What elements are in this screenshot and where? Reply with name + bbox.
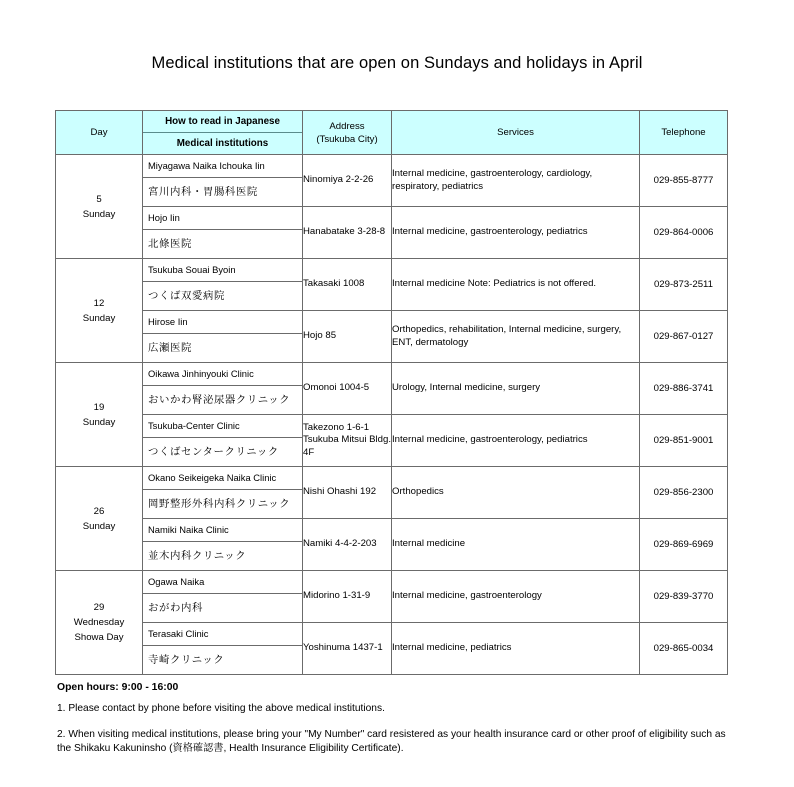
table-header bbox=[56, 111, 728, 155]
services-cell: Internal medicine, gastroenterology, cardiology, respiratory, pediatrics bbox=[392, 155, 640, 207]
telephone-cell: 029-856-2300 bbox=[640, 467, 728, 519]
institution-cell bbox=[143, 311, 303, 363]
day-name: Sunday bbox=[82, 312, 116, 324]
table-row bbox=[56, 467, 728, 519]
table-row bbox=[56, 623, 728, 675]
open-hours-text: Open hours: 9:00 - 16:00 bbox=[57, 682, 179, 693]
table-row bbox=[56, 259, 728, 311]
column-header-address-line2: (Tsukuba City) bbox=[316, 133, 378, 145]
note-1: 1. Please contact by phone before visiting the above medical institutions. bbox=[57, 703, 385, 714]
column-header-address-line1: Address bbox=[329, 120, 365, 132]
institution-name-japanese: おがわ内科 bbox=[148, 602, 203, 614]
column-header-institution bbox=[143, 111, 303, 155]
schedule-table-container bbox=[55, 110, 727, 675]
telephone-cell: 029-865-0034 bbox=[640, 623, 728, 675]
schedule-table bbox=[55, 110, 728, 675]
table-body bbox=[56, 155, 728, 675]
table-row bbox=[56, 571, 728, 623]
day-cell bbox=[56, 467, 143, 571]
day-cell bbox=[56, 363, 143, 467]
services-cell: Internal medicine bbox=[392, 519, 640, 571]
address-cell: Ninomiya 2-2-26 bbox=[303, 155, 392, 207]
table-row bbox=[56, 155, 728, 207]
telephone-cell: 029-886-3741 bbox=[640, 363, 728, 415]
services-cell: Internal medicine, gastroenterology bbox=[392, 571, 640, 623]
telephone-cell: 029-873-2511 bbox=[640, 259, 728, 311]
telephone-cell: 029-851-9001 bbox=[640, 415, 728, 467]
day-cell bbox=[56, 571, 143, 675]
services-cell: Internal medicine, gastroenterology, pediatrics bbox=[392, 207, 640, 259]
telephone-cell: 029-869-6969 bbox=[640, 519, 728, 571]
institution-name-romaji: Terasaki Clinic bbox=[143, 623, 302, 646]
day-cell bbox=[56, 155, 143, 259]
address-cell: Takasaki 1008 bbox=[303, 259, 392, 311]
institution-cell bbox=[143, 519, 303, 571]
institution-name-romaji: Okano Seikeigeka Naika Clinic bbox=[143, 467, 302, 490]
institution-name-romaji: Miyagawa Naika Ichouka Iin bbox=[143, 155, 302, 178]
institution-name-japanese: 広瀬医院 bbox=[148, 342, 192, 354]
table-row bbox=[56, 363, 728, 415]
table-row bbox=[56, 519, 728, 571]
institution-cell bbox=[143, 467, 303, 519]
institution-name-japanese: つくばセンタークリニック bbox=[148, 446, 279, 458]
institution-cell bbox=[143, 415, 303, 467]
note-2: 2. When visiting medical institutions, please bring your "My Number" card resistered as your health insurance card or other proof of eligibility such as the Shikaku Kakuninsho (資格確認書, Health Insurance Eligibility Certificate). bbox=[57, 728, 726, 754]
day-name: Wednesday bbox=[73, 617, 125, 628]
day-name: Sunday bbox=[82, 520, 116, 532]
institution-name-romaji: Oikawa Jinhinyouki Clinic bbox=[143, 363, 302, 386]
institution-name-romaji: Hojo Iin bbox=[143, 207, 302, 230]
institution-name-romaji: Namiki Naika Clinic bbox=[143, 519, 302, 542]
institution-name-japanese: 北條医院 bbox=[148, 238, 192, 250]
day-name: Sunday bbox=[82, 416, 116, 428]
address-cell: Midorino 1-31-9 bbox=[303, 571, 392, 623]
institution-cell bbox=[143, 571, 303, 623]
telephone-cell: 029-864-0006 bbox=[640, 207, 728, 259]
services-cell: Orthopedics bbox=[392, 467, 640, 519]
institution-name-japanese: 寺崎クリニック bbox=[148, 654, 225, 666]
footer-notes bbox=[57, 682, 737, 768]
address-cell: Namiki 4-4-2-203 bbox=[303, 519, 392, 571]
address-cell: Takezono 1-6-1 Tsukuba Mitsui Bldg. 4F bbox=[303, 415, 392, 467]
address-cell: Yoshinuma 1437-1 bbox=[303, 623, 392, 675]
institution-name-romaji: Tsukuba Souai Byoin bbox=[143, 259, 302, 282]
institution-name-japanese: おいかわ腎泌尿器クリニック bbox=[148, 394, 291, 406]
services-cell: Urology, Internal medicine, surgery bbox=[392, 363, 640, 415]
header-row bbox=[56, 111, 728, 155]
day-number: 5 bbox=[96, 193, 102, 205]
institution-cell bbox=[143, 155, 303, 207]
day-number: 19 bbox=[93, 401, 105, 413]
column-header-address bbox=[303, 111, 392, 155]
address-cell: Hanabatake 3-28-8 bbox=[303, 207, 392, 259]
day-number: 12 bbox=[93, 297, 105, 309]
institution-cell bbox=[143, 623, 303, 675]
institution-name-japanese: 岡野整形外科内科クリニック bbox=[148, 498, 291, 510]
institution-name-japanese: 宮川内科・胃腸科医院 bbox=[148, 186, 258, 198]
column-header-services: Services bbox=[392, 111, 640, 155]
institution-name-romaji: Tsukuba-Center Clinic bbox=[143, 415, 302, 438]
institution-name-japanese: 並木内科クリニック bbox=[148, 550, 247, 562]
address-cell: Hojo 85 bbox=[303, 311, 392, 363]
services-cell: Internal medicine Note: Pediatrics is not offered. bbox=[392, 259, 640, 311]
day-name: Sunday bbox=[82, 208, 116, 220]
institution-cell bbox=[143, 207, 303, 259]
institution-name-japanese: つくば双愛病院 bbox=[148, 290, 225, 302]
telephone-cell: 029-855-8777 bbox=[640, 155, 728, 207]
column-header-medical-institutions: Medical institutions bbox=[176, 138, 269, 149]
column-header-day: Day bbox=[56, 111, 143, 155]
services-cell: Internal medicine, pediatrics bbox=[392, 623, 640, 675]
column-header-telephone: Telephone bbox=[640, 111, 728, 155]
telephone-cell: 029-839-3770 bbox=[640, 571, 728, 623]
table-row bbox=[56, 207, 728, 259]
day-number: 29 bbox=[93, 602, 105, 613]
table-row bbox=[56, 415, 728, 467]
institution-cell bbox=[143, 363, 303, 415]
services-cell: Internal medicine, gastroenterology, pediatrics bbox=[392, 415, 640, 467]
services-cell: Orthopedics, rehabilitation, Internal medicine, surgery, ENT, dermatology bbox=[392, 311, 640, 363]
day-number: 26 bbox=[93, 505, 105, 517]
address-cell: Omonoi 1004-5 bbox=[303, 363, 392, 415]
day-cell bbox=[56, 259, 143, 363]
day-holiday-note: Showa Day bbox=[74, 632, 124, 643]
page-title: Medical institutions that are open on Sundays and holidays in April bbox=[151, 54, 643, 72]
institution-name-romaji: Ogawa Naika bbox=[143, 571, 302, 594]
table-row bbox=[56, 311, 728, 363]
address-cell: Nishi Ohashi 192 bbox=[303, 467, 392, 519]
telephone-cell: 029-867-0127 bbox=[640, 311, 728, 363]
institution-name-romaji: Hirose Iin bbox=[143, 311, 302, 334]
institution-cell bbox=[143, 259, 303, 311]
column-header-reading: How to read in Japanese bbox=[143, 111, 302, 133]
